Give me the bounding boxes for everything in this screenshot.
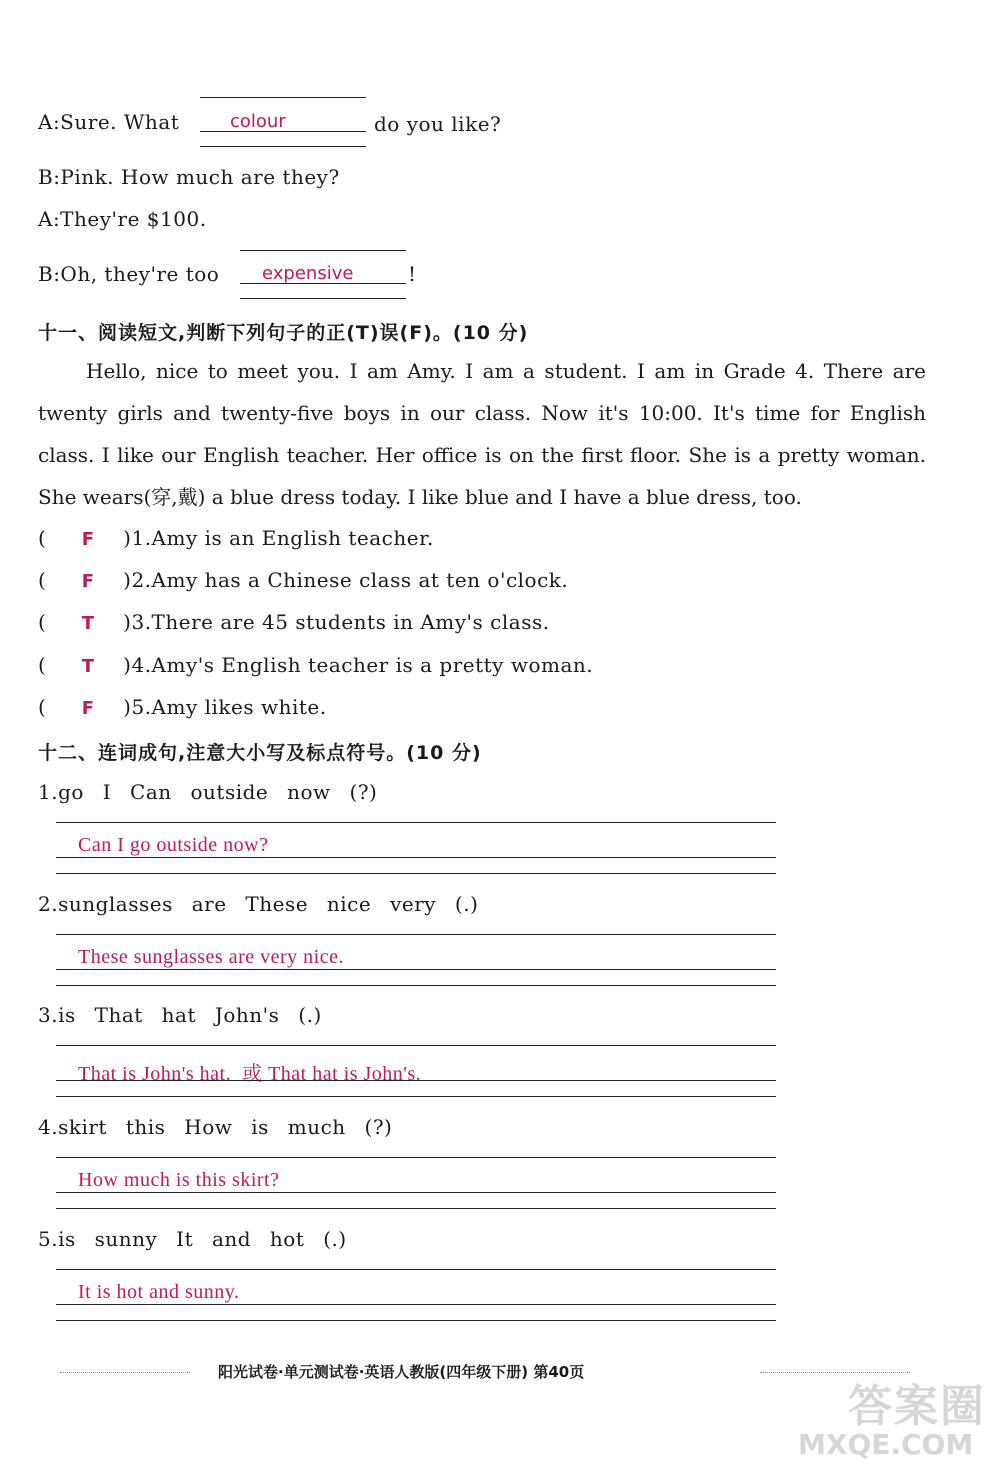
reorder-prompt-1: 1.go I Can outside now (?)	[38, 780, 378, 804]
writing-line	[56, 1208, 776, 1209]
writing-line	[56, 1304, 776, 1305]
tf-text: )3.There are 45 students in Amy's class.	[123, 610, 550, 634]
watermark-logo: 答案圈	[848, 1381, 986, 1432]
reorder-answer-3: That is John's hat. 或 That hat is John's.	[78, 1063, 422, 1085]
reorder-answer-1: Can I go outside now?	[78, 834, 269, 856]
dialogue-text-post: do you like?	[374, 112, 502, 136]
section-11-heading: 十一、阅读短文,判断下列句子的正(T)误(F)。(10 分)	[38, 322, 529, 344]
writing-line	[56, 934, 776, 935]
watermark-url: MXQE.COM	[798, 1428, 974, 1461]
answer-line-top	[240, 250, 406, 251]
reorder-answer-4: How much is this skirt?	[78, 1169, 280, 1191]
answer-line	[200, 131, 366, 132]
tf-mark: F	[81, 698, 95, 719]
writing-line	[56, 1157, 776, 1158]
answer-colour: colour	[230, 111, 286, 132]
tf-item-5	[38, 695, 327, 719]
reorder-prompt-4: 4.skirt this How is much (?)	[38, 1115, 393, 1139]
writing-line	[56, 1096, 776, 1097]
dialogue-line-b1: B:Pink. How much are they?	[38, 165, 340, 189]
writing-line	[56, 969, 776, 970]
writing-line	[56, 873, 776, 874]
reorder-answer-2: These sunglasses are very nice.	[78, 946, 344, 968]
writing-line	[56, 1269, 776, 1270]
tf-mark: F	[81, 571, 95, 592]
answer-line-top	[200, 97, 366, 98]
dialogue-text: A:Sure. What	[38, 110, 180, 134]
reorder-prompt-2: 2.sunglasses are These nice very (.)	[38, 892, 479, 916]
section-12-heading: 十二、连词成句,注意大小写及标点符号。(10 分)	[38, 742, 482, 764]
writing-line	[56, 1045, 776, 1046]
reading-passage: Hello, nice to meet you. I am Amy. I am a student. I am in Grade 4. There are twenty girls and twenty-five boys in our class. Now it's 10:00. It's time for English class. I like our English teacher. Her office is on the first floor. She is a pretty woman. She wears(穿,戴) a blue dress today. I like blue and I have a blue dress, too.	[38, 359, 926, 509]
dialogue-text-post: !	[408, 262, 417, 286]
answer-expensive: expensive	[262, 263, 354, 284]
dialogue-line-a1	[38, 110, 179, 134]
tf-item-2	[38, 568, 568, 592]
reorder-prompt-3: 3.is That hat John's (.)	[38, 1003, 322, 1027]
tf-item-4	[38, 653, 593, 677]
reorder-prompt-5: 5.is sunny It and hot (.)	[38, 1227, 347, 1251]
dialogue-line-b2: B:Oh, they're too	[38, 262, 220, 286]
paren-open: (	[38, 568, 47, 592]
tf-text: )5.Amy likes white.	[123, 695, 327, 719]
answer-line-bottom	[240, 298, 406, 299]
tf-mark: T	[81, 656, 95, 677]
writing-line	[56, 985, 776, 986]
dialogue-line-a2: A:They're $100.	[38, 207, 207, 231]
answer-line-bottom	[200, 146, 366, 147]
tf-item-3	[38, 610, 550, 634]
writing-line	[56, 1192, 776, 1193]
writing-line	[56, 1320, 776, 1321]
answer-line	[240, 283, 406, 284]
tf-text: )4.Amy's English teacher is a pretty woman.	[123, 653, 594, 677]
footer-dots-left	[60, 1372, 190, 1373]
reorder-answer-5: It is hot and sunny.	[78, 1281, 240, 1303]
paren-open: (	[38, 653, 47, 677]
writing-line	[56, 1080, 776, 1081]
paren-open: (	[38, 526, 47, 550]
paren-open: (	[38, 610, 47, 634]
tf-text: )1.Amy is an English teacher.	[123, 526, 434, 550]
writing-line	[56, 857, 776, 858]
tf-text: )2.Amy has a Chinese class at ten o'clock.	[123, 568, 569, 592]
writing-line	[56, 822, 776, 823]
page-footer: 阳光试卷·单元测试卷·英语人教版(四年级下册) 第40页	[218, 1363, 585, 1381]
paren-open: (	[38, 695, 47, 719]
tf-mark: T	[81, 613, 95, 634]
tf-mark: F	[81, 529, 95, 550]
tf-item-1	[38, 526, 434, 550]
